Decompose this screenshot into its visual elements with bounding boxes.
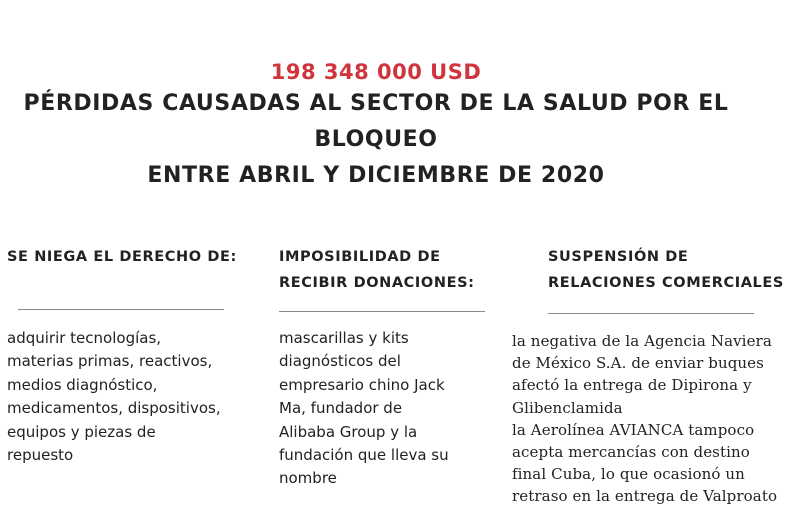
heading-line: IMPOSIBILIDAD DE [279,249,441,265]
title-line-3: ENTRE ABRIL Y DICIEMBRE DE 2020 [147,163,605,188]
title-line-2: BLOQUEO [314,127,438,152]
column-body-commercial [512,330,777,508]
body-line: medicamentos, dispositivos, [7,399,221,418]
body-line: retraso en la entrega de Valproato [512,487,778,506]
body-line: final Cuba, lo que ocasionó un [512,465,745,484]
divider [18,309,224,310]
body-line: adquirir tecnologías, [7,329,162,347]
loss-amount: 198 348 000 USD [270,60,482,84]
body-line: diagnósticos del [279,352,401,371]
divider [279,311,485,312]
heading-line: SE NIEGA EL DERECHO DE: [7,249,237,265]
body-line: la negativa de la Agencia Naviera [512,332,772,350]
body-line: medios diagnóstico, [7,375,158,394]
column-heading-rights-denied [7,244,237,270]
body-line: mascarillas y kits [279,329,409,347]
heading-line: SUSPENSIÓN DE [548,249,689,265]
body-line: repuesto [7,446,74,465]
column-heading-donations [279,244,475,296]
body-line: afectó la entrega de Dipirona y [512,376,752,395]
column-body-donations [279,327,449,491]
body-line: equipos y piezas de [7,422,156,441]
body-line: nombre [279,469,337,488]
body-line: de México S.A. de enviar buques [512,354,764,373]
body-line: fundación que lleva su [279,446,449,465]
divider [548,313,754,314]
body-line: Ma, fundador de [279,399,403,418]
body-line: materias primas, reactivos, [7,352,213,371]
body-line: acepta mercancías con destino [512,443,750,462]
body-line: Alibaba Group y la [279,422,418,441]
column-body-rights-denied [7,327,221,467]
heading-line: RECIBIR DONACIONES: [279,275,475,291]
body-line: Glibenclamida [512,398,623,417]
title-line-1: PÉRDIDAS CAUSADAS AL SECTOR DE LA SALUD POR EL [23,91,729,116]
column-heading-commercial [548,244,784,296]
header [0,58,752,194]
body-line: empresario chino Jack [279,375,445,394]
body-line: la Aerolínea AVIANCA tampoco [512,420,755,439]
heading-line: RELACIONES COMERCIALES [548,275,784,291]
